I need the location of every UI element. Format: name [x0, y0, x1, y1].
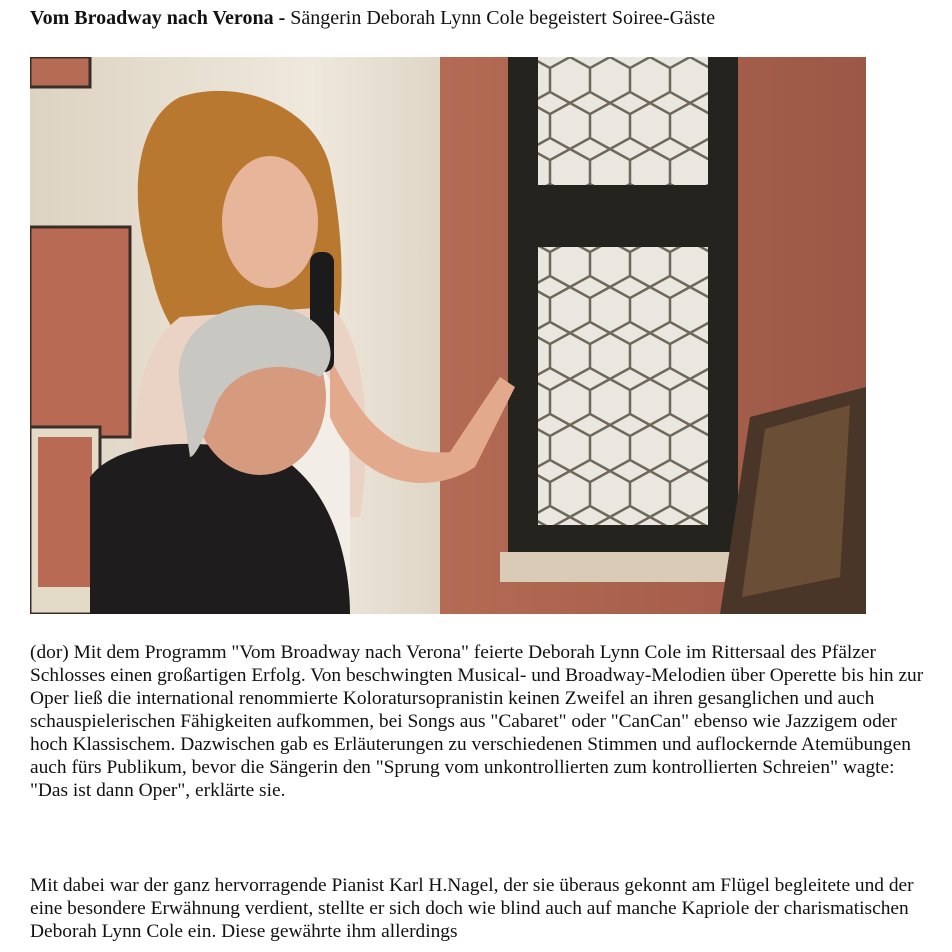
wall-panel	[30, 57, 90, 87]
window-pane-bottom	[538, 247, 708, 525]
headline-title: Vom Broadway nach Verona -	[30, 7, 291, 29]
photo-illustration	[30, 57, 866, 614]
article-headline	[30, 5, 930, 31]
article-paragraph: (dor) Mit dem Programm "Vom Broadway nach Verona" feierte Deborah Lynn Cole im Rittersaal des Pfälzer Schlosses einen großartigen Erfolg. Von beschwingten Musical- und Broadway-Melodien über Operette bis hin zur Oper ließ die international renommierte Koloratursopranistin keinen Zweifel an ihren gesanglichen und auch schauspielerischen Fähigkeiten aufkommen, bei Songs aus "Cabaret" oder "CanCan" ebenso wie Jazzigem oder hoch Klassischem. Dazwischen gab es Erläuterungen zu verschiedenen Stimmen und auflockernde Atemübungen auch fürs Publikum, bevor die Sängerin den "Sprung vom unkontrollierten zum kontrollierten Schreien" wagte: "Das ist dann Oper", erklärte sie.	[30, 642, 924, 801]
window-sill	[500, 552, 760, 582]
wall-panel	[30, 227, 130, 437]
article-photo	[30, 57, 866, 614]
article-paragraph: Mit dabei war der ganz hervorragende Pianist Karl H.Nagel, der sie überaus gekonnt am Flügel begleitete und der eine besondere Erwähnung verdient, stellte er sich doch wie blind auch auf manche Kapriole der charismatischen Deborah Lynn Cole ein. Diese gewährte ihm allerdings	[30, 875, 914, 942]
wall-panel	[38, 437, 92, 587]
headline-subtitle: Sängerin Deborah Lynn Cole begeistert Soiree-Gäste	[290, 7, 716, 29]
singer-face	[222, 156, 318, 288]
window-pane-top	[538, 57, 708, 185]
